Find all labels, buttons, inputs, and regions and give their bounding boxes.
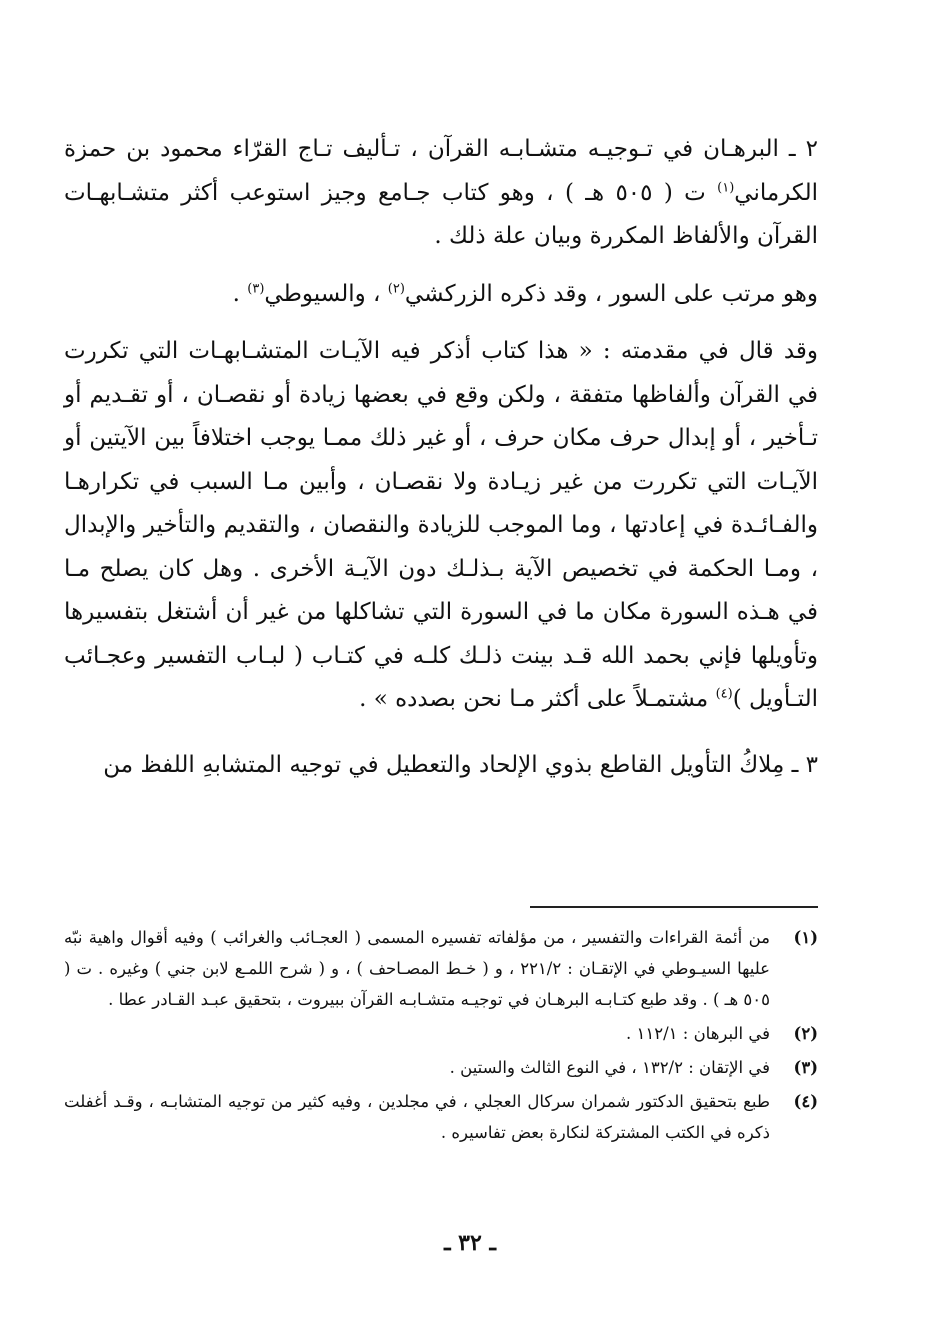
footnote-text: في البرهان : ١١٢/١ . [626,1024,770,1043]
footnote-number: (٤) [793,1092,818,1111]
footnote-ref-4[interactable]: (٤) [715,686,733,702]
quote-paragraph [64,330,818,722]
footnote-ref-1[interactable]: (١) [717,179,735,195]
item-2-rest: ت ( ٥٠٥ هـ ) ، وهو كتاب جـامع وجيز استوعب أكثر متشـابهـات القرآن والألفاظ المكررة وبيان علة ذلك . [64,179,818,249]
footnote-divider [530,906,818,908]
item-3-text: ٣ ـ مِلاكُ التأويل القاطع بذوي الإلحاد والتعطيل في توجيه المتشابهِ اللفظ من [103,751,818,778]
footnote-number: (٢) [793,1024,818,1043]
footnote-ref-2[interactable]: (٢) [387,280,405,296]
footnote-1 [64,922,818,1015]
footnote-text: طبع بتحقيق الدكتور شمران سركال العجلي ، في مجلدين ، وفيه كثير من توجيه المتشابـه ، وقـد أغفلت ذكره في الكتب المشتركة لنكارة بعض تفاسيره . [64,1092,770,1142]
quote-end: مشتمـلاً على أكثر مـا نحن بصدده » . [359,686,709,712]
footnote-text: من أئمة القراءات والتفسير ، من مؤلفاته تفسيره المسمى ( العجـائب والغرائب ) وفيه أقوال واهية نبّه عليها السيـوطي في الإتقـان : ٢٢١/٢ ، و ( خـط المصـاحف ) ، و ( شرح اللمـع لابن جني ) وغيره . ت ( ٥٠٥ هـ ) . وقد طبع كتـابـه البرهـان في توجيـه متشـابـه القرآن ببيروت ، بتحقيق عبـد القـادر عطا . [64,928,771,1009]
footnote-ref-3[interactable]: (٣) [247,280,265,296]
footnote-2 [64,1018,818,1049]
arranged-paragraph [64,273,818,317]
arranged-mid: ، والسيوطي [264,280,381,307]
footnote-number: (٣) [793,1058,818,1077]
footnote-number: (١) [793,928,818,947]
footnotes-section [64,922,818,1151]
item-2-text: ٢ ـ البرهـان في تـوجيـه متشـابـه القرآن ، تـأليف تـاج القرّاء محمود بن حمزة الكرماني [64,136,818,206]
main-text [64,128,818,787]
footnote-4 [64,1086,818,1148]
item-2-paragraph [64,128,818,259]
quote-text: وقد قال في مقدمته : « هذا كتاب أذكر فيه الآيـات المتشـابهـات التي تكررت في القرآن وألفاظها متفقة ، ولكن وقع في بعضها زيادة أو نقصـان ، أو تقـديم أو تـأخير ، أو إبدال حرف مكان حرف ، أو غير ذلك ممـا يوجب اختلافاً بين الآيتين أو الآيـات التي تكررت من غير زيـادة ولا نقصـان ، وأبين مـا السبب في تكرارهـا والفـائـدة في إعادتها ، وما الموجب للزيادة والنقصان ، والتقديم والتأخير والإبدال ، ومـا الحكمة في تخصيص الآية بـذلـك دون الآيـة الأخرى . وهل كان يصلح مـا في هـذه السورة مكان ما في السورة التي تشاكلها من غير أن أشتغل بتفسيرها وتأويلها فإني بحمد الله قـد بينت ذلـك كلـه في كتـاب ( لبـاب التفسير وعجـائب التـأويل ) [64,338,818,712]
arranged-end: . [232,280,240,307]
page-number: ـ ٣٢ ـ [444,1230,496,1256]
item-3-paragraph [64,744,818,788]
arranged-text: وهو مرتب على السور ، وقد ذكره الزركشي [404,280,818,307]
footnote-text: في الإتقان : ١٣٢/٢ ، في النوع الثالث والستين . [449,1058,770,1077]
footnote-3 [64,1052,818,1083]
